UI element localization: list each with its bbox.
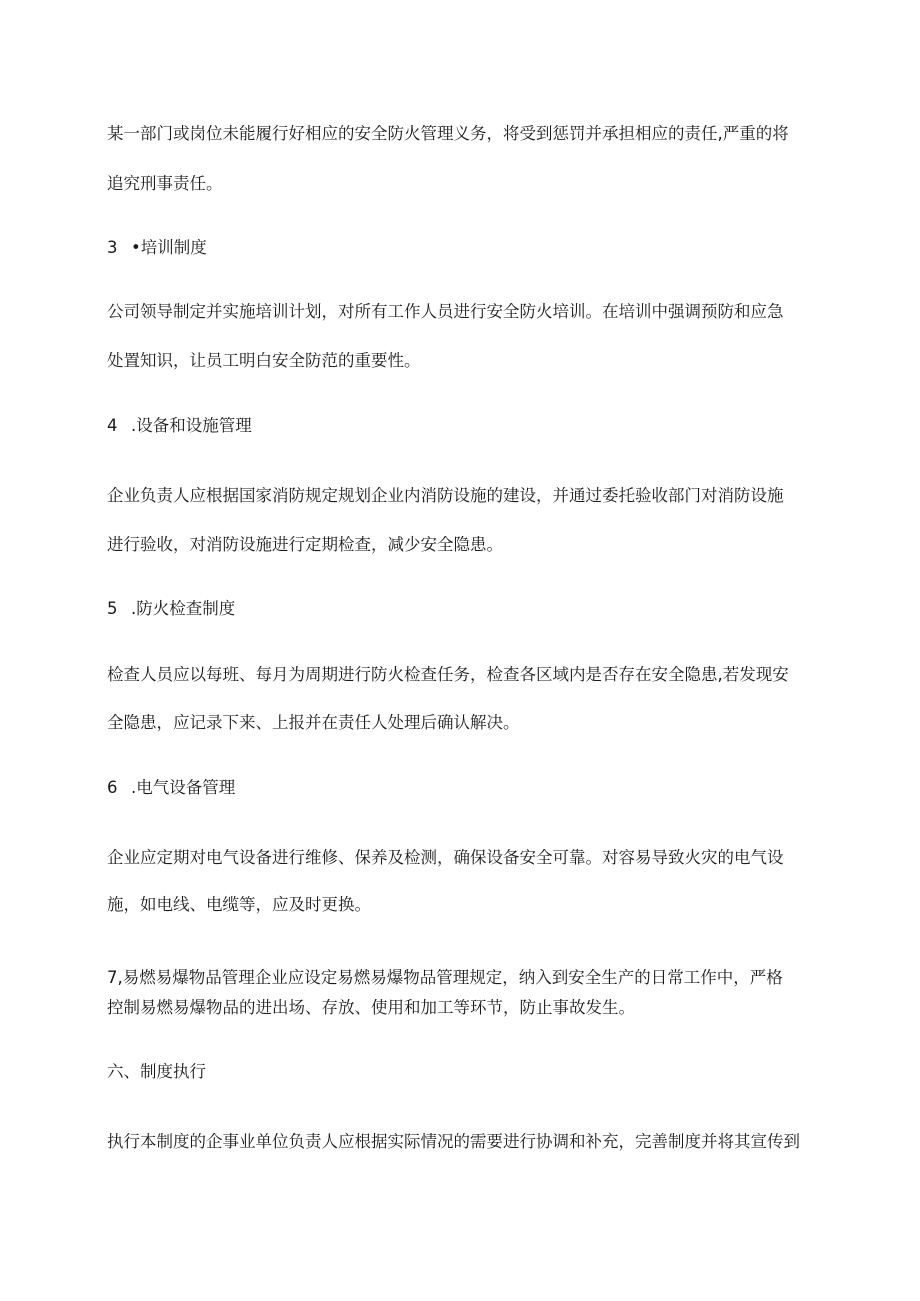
paragraph-training-line-1: 公司领导制定并实施培训计划，对所有工作人员进行安全防火培训。在培训中强调预防和应急	[107, 302, 784, 321]
heading-number: 5	[107, 599, 118, 618]
heading-equipment-facility-management	[107, 414, 252, 438]
paragraph-flammables-line-1: 7,易燃易爆物品管理企业应设定易燃易爆物品管理规定，纳入到安全生产的日常工作中，严格	[107, 968, 783, 987]
paragraph-execution-line-1: 执行本制度的企事业单位负责人应根据实际情况的需要进行协调和补充，完善制度并将其宣传到	[107, 1132, 800, 1151]
heading-training-system	[107, 236, 207, 260]
heading-fire-inspection-system	[107, 597, 235, 621]
paragraph-electrical-line-1: 企业应定期对电气设备进行维修、保养及检测，确保设备安全可靠。对容易导致火灾的电气设	[107, 848, 784, 867]
section-heading-system-execution: 六、制度执行	[107, 1062, 206, 1081]
heading-title: .防火检查制度	[131, 599, 236, 618]
heading-electrical-equipment-management	[107, 776, 235, 800]
paragraph-inspection-line-2: 全隐患，应记录下来、上报并在责任人处理后确认解决。	[107, 713, 520, 732]
heading-title: •培训制度	[131, 238, 207, 257]
paragraph-flammables-line-2: 控制易燃易爆物品的进出场、存放、使用和加工等环节，防止事故发生。	[107, 998, 635, 1017]
paragraph-equipment-line-1: 企业负责人应根据国家消防规定规划企业内消防设施的建设，并通过委托验收部门对消防设施	[107, 486, 784, 505]
heading-title: .设备和设施管理	[131, 416, 252, 435]
heading-number: 6	[107, 778, 118, 797]
paragraph-inspection-line-1: 检查人员应以每班、每月为周期进行防火检查任务，检查各区域内是否存在安全隐患,若发现安	[107, 665, 789, 684]
paragraph-responsibility-line-2: 追究刑事责任。	[107, 174, 223, 193]
paragraph-training-line-2: 处置知识，让员工明白安全防范的重要性。	[107, 351, 421, 370]
heading-number: 3	[107, 238, 118, 257]
heading-number: 4	[107, 416, 118, 435]
paragraph-electrical-line-2: 施，如电线、电缆等，应及时更换。	[107, 895, 371, 914]
paragraph-responsibility-line-1: 某一部门或岗位未能履行好相应的安全防火管理义务，将受到惩罚并承担相应的责任,严重的将	[107, 124, 789, 143]
heading-title: .电气设备管理	[131, 778, 236, 797]
paragraph-equipment-line-2: 进行验收，对消防设施进行定期检查，减少安全隐患。	[107, 535, 503, 554]
